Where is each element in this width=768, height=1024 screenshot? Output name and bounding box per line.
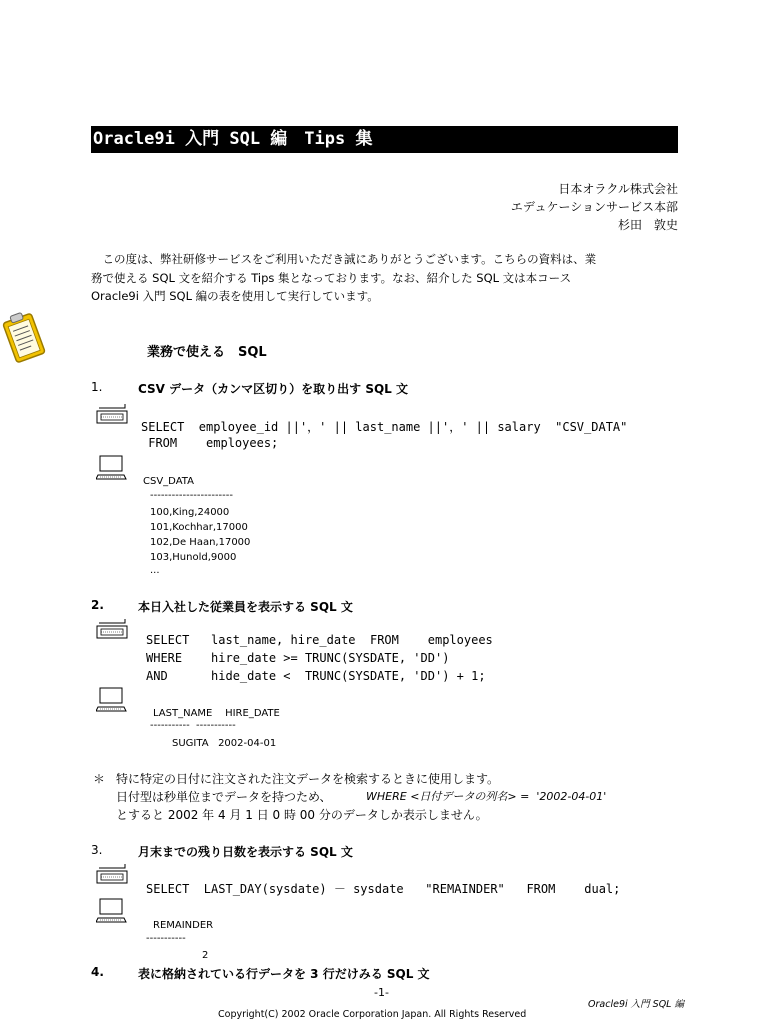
author-name: 杉田 敦史 <box>617 218 678 232</box>
item-3-title: 月末までの残り日数を表示する SQL 文 <box>138 845 353 859</box>
note-line-3: とすると 2002 年 4 月 1 日 0 時 00 分のデータしか表示しません。 <box>116 808 488 822</box>
item-3-output-row: 2 <box>202 950 209 961</box>
note-line-2b: WHERE <日付データの列名> = '2002-04-01' <box>366 790 607 803</box>
item-1-output-header: CSV_DATA <box>143 476 194 487</box>
author-dept: エデュケーションサービス本部 <box>510 200 678 214</box>
item-1-output-row: 100,King,24000 <box>150 507 230 518</box>
item-2-code-line-3: AND hide_date < TRUNC(SYSDATE, 'DD') + 1; <box>146 669 486 683</box>
keyboard-icon <box>96 862 128 889</box>
item-2-code-line-2: WHERE hire_date >= TRUNC(SYSDATE, 'DD') <box>146 651 450 665</box>
computer-icon <box>96 898 128 927</box>
page-number: -1- <box>374 986 389 999</box>
item-1-code-line-2: FROM employees; <box>141 436 279 450</box>
item-2-output-separator: ----------- ----------- <box>150 720 236 731</box>
item-1-title: CSV データ（カンマ区切り）を取り出す SQL 文 <box>138 382 408 396</box>
intro-line-2: 務で使える SQL 文を紹介する Tips 集となっております。なお、紹介した SQL 文は本コース <box>91 271 572 285</box>
item-1-output-row: ... <box>150 565 160 576</box>
item-1-output-row: 101,Kochhar,17000 <box>150 522 248 533</box>
item-1-number: 1. <box>91 380 103 394</box>
keyboard-icon <box>96 402 128 429</box>
item-1-output-row: 102,De Haan,17000 <box>150 537 251 548</box>
note-mark: ＊ <box>93 772 106 786</box>
footer-course: Oracle9i 入門 SQL 編 <box>588 999 684 1010</box>
computer-icon <box>96 687 128 716</box>
item-3-output-header: REMAINDER <box>153 920 214 931</box>
clipboard-icon <box>0 309 48 370</box>
item-3-output-separator: ----------- <box>146 933 186 944</box>
item-1-output-row: 103,Hunold,9000 <box>150 552 237 563</box>
item-2-code-line-1: SELECT last_name, hire_date FROM employees <box>146 633 493 647</box>
keyboard-icon <box>96 617 128 644</box>
item-2-output-row: SUGITA 2002-04-01 <box>172 738 277 749</box>
document-title: Oracle9i 入門 SQL 編 Tips 集 <box>91 126 678 153</box>
item-2-title: 本日入社した従業員を表示する SQL 文 <box>138 600 353 614</box>
computer-icon <box>96 455 128 484</box>
note-line-1: 特に特定の日付に注文された注文データを検索するときに使用します。 <box>116 772 500 786</box>
item-2-number: 2. <box>91 598 104 612</box>
item-1-output-separator: ----------------------- <box>150 490 233 501</box>
item-2-output-header: LAST_NAME HIRE_DATE <box>153 708 280 719</box>
item-3-number: 3. <box>91 843 103 857</box>
note-line-2a: 日付型は秒単位までデータを持つため、 <box>116 790 332 804</box>
section-heading: 業務で使える SQL <box>147 345 267 360</box>
intro-line-3: Oracle9i 入門 SQL 編の表を使用して実行しています。 <box>91 289 379 303</box>
item-4-number: 4. <box>91 965 104 979</box>
author-company: 日本オラクル株式会社 <box>558 182 678 196</box>
intro-line-1: この度は、弊社研修サービスをご利用いただき誠にありがとうございます。こちらの資料は、業 <box>91 252 597 266</box>
item-1-code-line-1: SELECT employee_id ||'，' || last_name ||'，' || salary "CSV_DATA" <box>141 420 628 434</box>
footer-copyright: Copyright(C) 2002 Oracle Corporation Japan. All Rights Reserved <box>218 1009 527 1020</box>
item-3-code-line-1: SELECT LAST_DAY(sysdate) － sysdate "REMAINDER" FROM dual; <box>146 882 621 896</box>
item-4-title: 表に格納されている行データを 3 行だけみる SQL 文 <box>138 967 430 981</box>
